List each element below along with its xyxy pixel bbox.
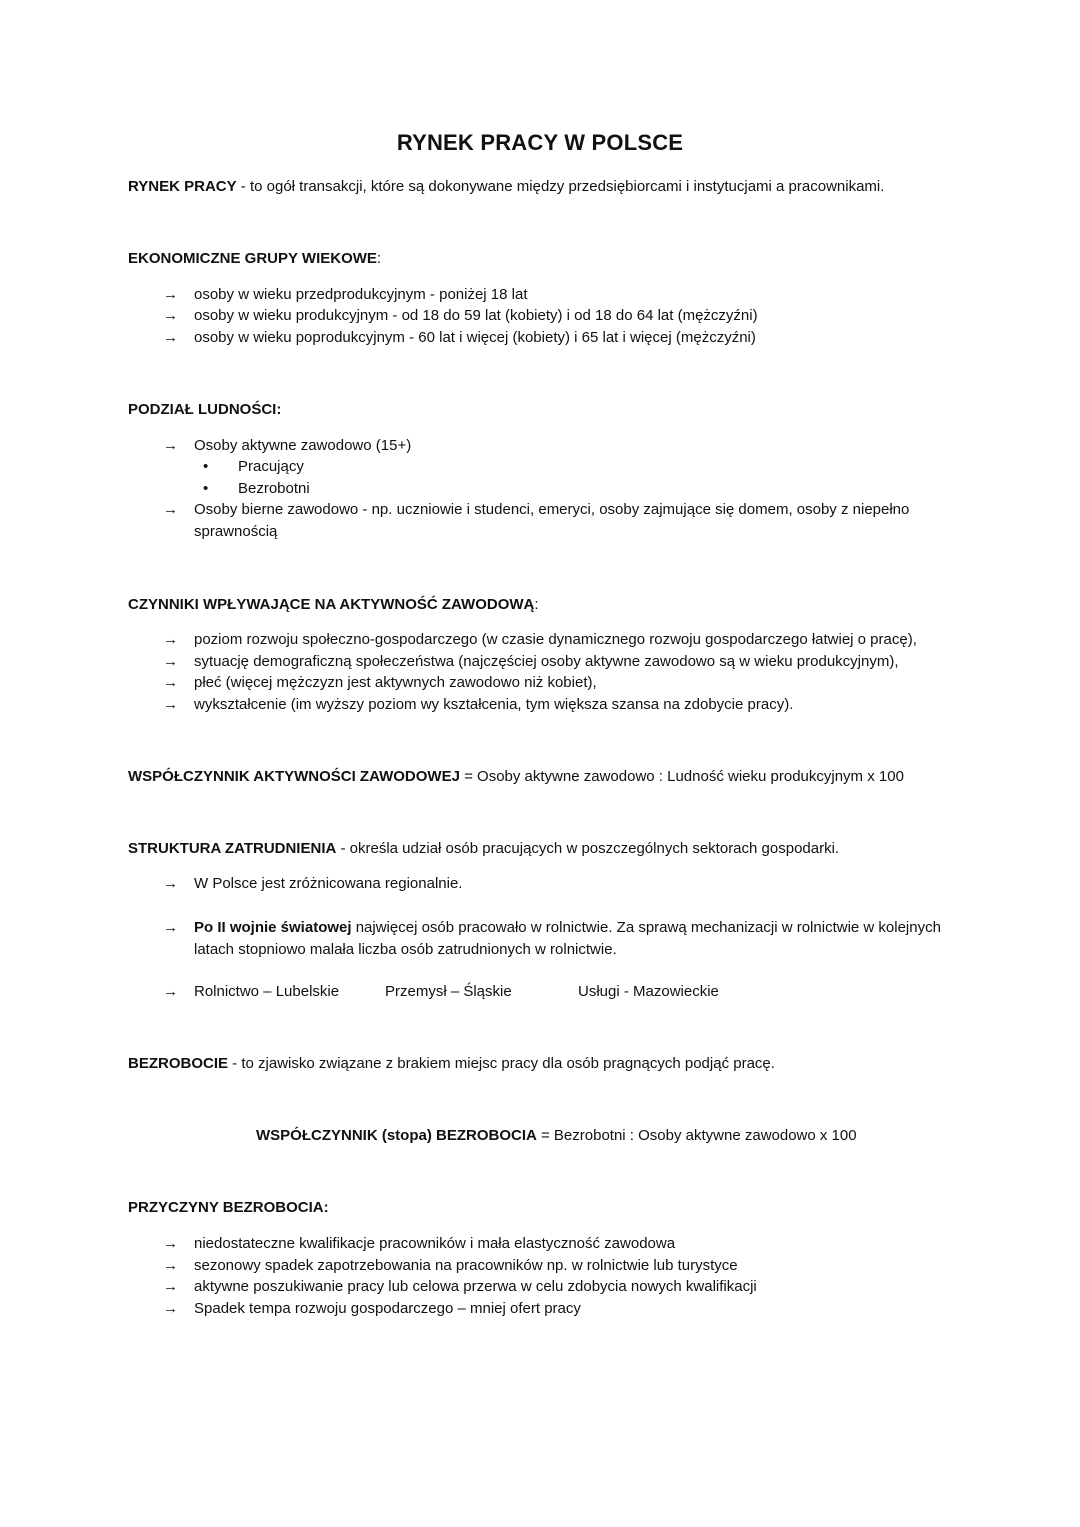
list-item: wykształcenie (im wyższy poziom wy kształcenia, tym większa szansa na zdobycie pracy). xyxy=(194,696,794,713)
bezrobocie-definition xyxy=(128,1053,775,1075)
list-item: Spadek tempa rozwoju gospodarczego – mniej ofert pracy xyxy=(194,1300,581,1317)
bezrobocie-term: BEZROBOCIE xyxy=(128,1055,229,1072)
list-item: aktywne poszukiwanie pracy lub celowa przerwa w celu zdobycia nowych kwalifikacji xyxy=(194,1278,757,1295)
arrow-icon: → xyxy=(163,631,178,648)
wspolczynnik-aktywnosci xyxy=(128,766,904,788)
list-item: płeć (więcej mężczyzn jest aktywnych zawodowo niż kobiet), xyxy=(194,674,597,691)
bezrobocie-text: - to zjawisko związane z brakiem miejsc pracy dla osób pragnących podjąć pracę. xyxy=(228,1055,775,1072)
wspolczynnik-aktywnosci-term: WSPÓŁCZYNNIK AKTYWNOŚCI ZAWODOWEJ xyxy=(128,768,460,785)
list-item: sezonowy spadek zapotrzebowania na pracowników np. w rolnictwie lub turystyce xyxy=(194,1257,738,1274)
struktura-item2-text: najwięcej osób pracowało w rolnictwie. Za sprawą mechanizacji w rolnictwie w kolejnych latach stopniowo malała liczba osób zatrudnionych w rolnictwie. xyxy=(194,919,941,958)
list-item: sytuację demograficzną społeczeństwa (najczęściej osoby aktywne zawodowo są w wieku produkcyjnym), xyxy=(194,653,899,670)
grupy-wiekowe-heading-text: EKONOMICZNE GRUPY WIEKOWE xyxy=(128,250,377,267)
podzial-heading: PODZIAŁ LUDNOŚCI: xyxy=(128,401,282,418)
bullet-icon: • xyxy=(203,480,209,497)
arrow-icon: → xyxy=(163,1257,178,1274)
struktura-item2-bold: Po II wojnie światowej xyxy=(194,919,352,936)
sub-list-item: Pracujący xyxy=(238,458,304,475)
arrow-icon: → xyxy=(163,437,178,454)
wspolczynnik-aktywnosci-formula: = Osoby aktywne zawodowo : Ludność wieku produkcyjnym x 100 xyxy=(459,768,904,785)
list-item: Osoby aktywne zawodowo (15+) xyxy=(194,437,412,454)
struktura-term: STRUKTURA ZATRUDNIENIA xyxy=(128,840,337,857)
list-item: Osoby bierne zawodowo - np. uczniowie i studenci, emeryci, osoby zajmujące się domem, osoby z niepełno sprawnością xyxy=(194,501,910,540)
sector-przemysl: Przemysł – Śląskie xyxy=(385,983,512,1000)
czynniki-colon: : xyxy=(534,596,539,613)
struktura-text: - określa udział osób pracujących w poszczególnych sektorach gospodarki. xyxy=(336,840,840,857)
arrow-icon: → xyxy=(163,696,178,713)
arrow-icon: → xyxy=(163,1300,178,1317)
arrow-icon: → xyxy=(163,674,178,691)
bullet-icon: • xyxy=(203,458,209,475)
sector-uslugi: Usługi - Mazowieckie xyxy=(578,983,719,1000)
przyczyny-heading: PRZYCZYNY BEZROBOCIA: xyxy=(128,1199,329,1216)
list-item: W Polsce jest zróżnicowana regionalnie. xyxy=(194,875,463,892)
arrow-icon: → xyxy=(163,501,178,518)
wspolczynnik-bezrobocia-term: WSPÓŁCZYNNIK (stopa) BEZROBOCIA xyxy=(256,1127,537,1144)
arrow-icon: → xyxy=(163,919,178,936)
grupy-wiekowe-colon: : xyxy=(376,250,382,267)
struktura-definition xyxy=(128,838,839,860)
arrow-icon: → xyxy=(163,1278,178,1295)
rynek-pracy-text: - to ogół transakcji, które są dokonywane między przedsiębiorcami i instytucjami a pracownikami. xyxy=(236,178,885,195)
arrow-icon: → xyxy=(163,983,178,1000)
list-item xyxy=(194,917,944,960)
rynek-pracy-definition xyxy=(128,176,884,198)
list-item: poziom rozwoju społeczno-gospodarczego (w czasie dynamicznego rozwoju gospodarczego łatwiej o pracę), xyxy=(194,631,917,648)
arrow-icon: → xyxy=(163,307,178,324)
list-item: osoby w wieku poprodukcyjnym - 60 lat i więcej (kobiety) i 65 lat i więcej (mężczyźni) xyxy=(194,329,756,346)
sector-rolnictwo: Rolnictwo – Lubelskie xyxy=(194,983,340,1000)
list-item: osoby w wieku przedprodukcyjnym - poniżej 18 lat xyxy=(194,286,528,303)
rynek-pracy-term: RYNEK PRACY xyxy=(128,178,237,195)
list-item: niedostateczne kwalifikacje pracowników i mała elastyczność zawodowa xyxy=(194,1235,676,1252)
wspolczynnik-bezrobocia xyxy=(256,1125,857,1147)
list-item: osoby w wieku produkcyjnym - od 18 do 59 lat (kobiety) i od 18 do 64 lat (mężczyźni) xyxy=(194,307,758,324)
arrow-icon: → xyxy=(163,286,178,303)
czynniki-heading-text: CZYNNIKI WPŁYWAJĄCE NA AKTYWNOŚĆ ZAWODOWĄ xyxy=(128,596,535,613)
arrow-icon: → xyxy=(163,875,178,892)
czynniki-heading xyxy=(128,594,539,616)
arrow-icon: → xyxy=(163,653,178,670)
page-title: RYNEK PRACY W POLSCE xyxy=(396,130,684,155)
sub-list-item: Bezrobotni xyxy=(238,480,310,497)
arrow-icon: → xyxy=(163,1235,178,1252)
arrow-icon: → xyxy=(163,329,178,346)
wspolczynnik-bezrobocia-formula: = Bezrobotni : Osoby aktywne zawodowo x 100 xyxy=(536,1127,857,1144)
grupy-wiekowe-heading xyxy=(128,248,381,270)
